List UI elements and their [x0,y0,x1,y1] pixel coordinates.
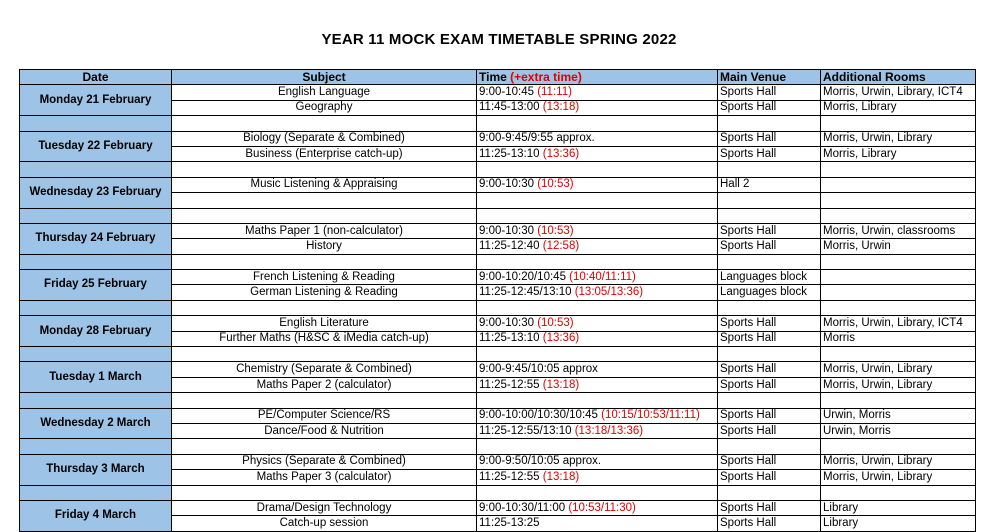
exam-time [477,270,718,285]
spacer-cell [172,254,477,269]
exam-date: Tuesday 22 February [20,131,172,162]
exam-rooms: Morris, Urwin, Library [821,131,976,146]
exam-time-value: 9:00-10:30 [479,224,538,237]
table-row [20,454,976,469]
exam-time-value: 9:00-9:45/9:55 approx. [479,132,595,145]
exam-rooms [821,177,976,192]
exam-subject: English Literature [172,316,477,331]
exam-time [477,131,718,146]
spacer-cell [477,254,718,269]
exam-extra-time: (13:18) [542,470,580,483]
empty-cell [821,193,976,208]
exam-extra-time: (10:53) [537,178,574,191]
spacer-cell [821,485,976,500]
spacer-cell [477,116,718,131]
spacer-row [20,300,976,315]
exam-subject: Geography [172,100,477,115]
header-rooms: Additional Rooms [821,70,976,85]
header-subject: Subject [172,70,477,85]
exam-subject: Maths Paper 1 (non-calculator) [172,223,477,238]
spacer-cell [477,393,718,408]
spacer-date-cell [20,254,172,269]
exam-venue: Sports Hall [718,100,821,115]
exam-subject: Maths Paper 3 (calculator) [172,470,477,485]
exam-venue: Hall 2 [718,177,821,192]
exam-date: Monday 21 February [20,85,172,116]
exam-extra-time: (13:36) [542,147,580,160]
spacer-cell [821,439,976,454]
exam-venue: Sports Hall [718,362,821,377]
spacer-cell [477,300,718,315]
table-row [20,408,976,423]
header-extra-time: (+extra time) [510,69,582,84]
exam-venue: Languages block [718,285,821,300]
exam-time [477,285,718,300]
exam-subject: Dance/Food & Nutrition [172,423,477,438]
exam-subject: English Language [172,85,477,100]
spacer-row [20,439,976,454]
exam-time-value: 11:25-12:55 [479,470,543,483]
header-time [477,70,718,85]
exam-date: Wednesday 23 February [20,177,172,208]
spacer-cell [718,254,821,269]
exam-subject: French Listening & Reading [172,270,477,285]
exam-time-value: 11:25-12:55/13:10 [479,424,575,437]
exam-subject: Physics (Separate & Combined) [172,454,477,469]
exam-venue: Sports Hall [718,131,821,146]
exam-time-value: 9:00-10:00/10:30/10:45 [479,409,602,422]
spacer-date-cell [20,162,172,177]
empty-cell [477,193,718,208]
exam-date: Friday 4 March [20,500,172,531]
table-row [20,223,976,238]
exam-time-value: 9:00-9:45/10:05 approx [479,363,598,376]
exam-extra-time: (10:53) [537,224,574,237]
exam-time-value: 9:00-10:45 [479,86,538,99]
exam-date: Friday 25 February [20,270,172,301]
exam-time-value: 9:00-9:50/10:05 approx. [479,455,602,468]
spacer-date-cell [20,208,172,223]
table-row [20,316,976,331]
exam-subject: Further Maths (H&SC & iMedia catch-up) [172,331,477,346]
exam-time-value: 11:25-12:40 [479,239,543,252]
spacer-row [20,254,976,269]
spacer-cell [477,485,718,500]
spacer-row [20,162,976,177]
exam-date: Wednesday 2 March [20,408,172,439]
exam-extra-time: (13:18) [542,101,580,114]
exam-extra-time: (12:58) [542,239,580,252]
exam-venue: Sports Hall [718,331,821,346]
spacer-cell [172,116,477,131]
exam-date: Monday 28 February [20,316,172,347]
exam-subject: German Listening & Reading [172,285,477,300]
table-row [20,131,976,146]
exam-subject: PE/Computer Science/RS [172,408,477,423]
spacer-cell [718,300,821,315]
exam-venue: Sports Hall [718,408,821,423]
exam-subject: Biology (Separate & Combined) [172,131,477,146]
exam-time-value: 11:25-12:45/13:10 [479,286,575,299]
table-row [20,177,976,192]
exam-rooms: Morris [821,331,976,346]
exam-extra-time: (13:36) [542,332,580,345]
exam-time [477,146,718,161]
exam-rooms: Morris, Urwin [821,239,976,254]
spacer-row [20,116,976,131]
exam-venue: Sports Hall [718,423,821,438]
spacer-cell [477,208,718,223]
exam-rooms: Urwin, Morris [821,408,976,423]
exam-subject: History [172,239,477,254]
table-row [20,362,976,377]
exam-rooms: Library [821,500,976,515]
table-row [20,270,976,285]
exam-subject: Maths Paper 2 (calculator) [172,377,477,392]
exam-extra-time: (10:53) [537,316,574,329]
spacer-row [20,208,976,223]
spacer-cell [718,208,821,223]
table-row [20,500,976,515]
exam-subject: Business (Enterprise catch-up) [172,146,477,161]
exam-venue: Sports Hall [718,223,821,238]
exam-time [477,85,718,100]
exam-time [477,100,718,115]
exam-time-value: 11:25-13:10 [479,147,543,160]
spacer-cell [821,208,976,223]
exam-time [477,239,718,254]
spacer-cell [172,162,477,177]
exam-rooms: Morris, Library [821,146,976,161]
exam-rooms: Morris, Urwin, classrooms [821,223,976,238]
exam-venue: Languages block [718,270,821,285]
exam-venue: Sports Hall [718,516,821,531]
exam-date: Thursday 3 March [20,454,172,485]
spacer-date-cell [20,347,172,362]
exam-time-value: 9:00-10:20/10:45 [479,270,570,283]
exam-venue: Sports Hall [718,146,821,161]
spacer-cell [718,393,821,408]
table-row [20,85,976,100]
spacer-row [20,347,976,362]
exam-time [477,423,718,438]
spacer-cell [821,116,976,131]
exam-rooms: Morris, Urwin, Library [821,362,976,377]
spacer-cell [821,393,976,408]
exam-time [477,177,718,192]
empty-cell [718,193,821,208]
exam-time [477,408,718,423]
spacer-cell [477,347,718,362]
exam-time-value: 11:25-13:25 [479,517,540,530]
exam-time [477,377,718,392]
exam-venue: Sports Hall [718,316,821,331]
exam-subject: Music Listening & Appraising [172,177,477,192]
header-time-label: Time [479,69,511,84]
empty-cell [172,193,477,208]
exam-time [477,362,718,377]
exam-rooms: Morris, Urwin, Library, ICT4 [821,85,976,100]
spacer-cell [821,254,976,269]
exam-time-value: 9:00-10:30/11:00 [479,501,569,514]
spacer-date-cell [20,485,172,500]
spacer-cell [821,347,976,362]
page-title: YEAR 11 MOCK EXAM TIMETABLE SPRING 2022 [321,31,677,48]
spacer-cell [172,300,477,315]
exam-rooms: Morris, Library [821,100,976,115]
exam-subject: Catch-up session [172,516,477,531]
exam-rooms: Morris, Urwin, Library, ICT4 [821,316,976,331]
spacer-date-cell [20,116,172,131]
exam-extra-time: (13:18) [542,378,580,391]
spacer-date-cell [20,439,172,454]
exam-time-value: 9:00-10:30 [479,316,538,329]
exam-rooms: Morris, Urwin, Library [821,470,976,485]
spacer-row [20,485,976,500]
header-venue: Main Venue [718,70,821,85]
exam-time [477,500,718,515]
spacer-cell [477,162,718,177]
spacer-cell [718,485,821,500]
exam-time-value: 11:45-13:00 [479,101,543,114]
exam-rooms: Morris, Urwin, Library [821,377,976,392]
exam-venue: Sports Hall [718,239,821,254]
spacer-cell [172,485,477,500]
exam-time [477,316,718,331]
exam-venue: Sports Hall [718,377,821,392]
exam-extra-time: (10:53/11:30) [568,501,636,514]
exam-timetable [19,69,976,532]
exam-extra-time: (10:15/10:53/11:11) [601,409,700,422]
spacer-cell [718,162,821,177]
spacer-cell [821,162,976,177]
exam-date: Tuesday 1 March [20,362,172,393]
exam-rooms: Morris, Urwin, Library [821,454,976,469]
exam-rooms: Urwin, Morris [821,423,976,438]
exam-time-value: 11:25-13:10 [479,332,543,345]
exam-venue: Sports Hall [718,500,821,515]
spacer-cell [172,393,477,408]
spacer-cell [172,347,477,362]
exam-time [477,223,718,238]
exam-time [477,516,718,531]
exam-time [477,454,718,469]
exam-extra-time: (11:11) [537,86,572,99]
exam-venue: Sports Hall [718,470,821,485]
header-date: Date [20,70,172,85]
exam-rooms [821,285,976,300]
spacer-cell [172,439,477,454]
exam-extra-time: (13:05/13:36) [574,286,644,299]
spacer-row [20,393,976,408]
exam-rooms [821,270,976,285]
exam-subject: Chemistry (Separate & Combined) [172,362,477,377]
exam-time-value: 11:25-12:55 [479,378,543,391]
exam-venue: Sports Hall [718,85,821,100]
exam-date: Thursday 24 February [20,223,172,254]
spacer-cell [477,439,718,454]
exam-extra-time: (10:40/11:11) [569,270,636,283]
spacer-cell [718,116,821,131]
spacer-cell [821,300,976,315]
spacer-cell [718,347,821,362]
exam-time-value: 9:00-10:30 [479,178,538,191]
exam-venue: Sports Hall [718,454,821,469]
spacer-cell [172,208,477,223]
exam-extra-time: (13:18/13:36) [574,424,644,437]
spacer-cell [718,439,821,454]
exam-time [477,331,718,346]
spacer-date-cell [20,300,172,315]
exam-rooms: Library [821,516,976,531]
exam-time [477,470,718,485]
header-row [20,70,976,85]
spacer-date-cell [20,393,172,408]
exam-subject: Drama/Design Technology [172,500,477,515]
